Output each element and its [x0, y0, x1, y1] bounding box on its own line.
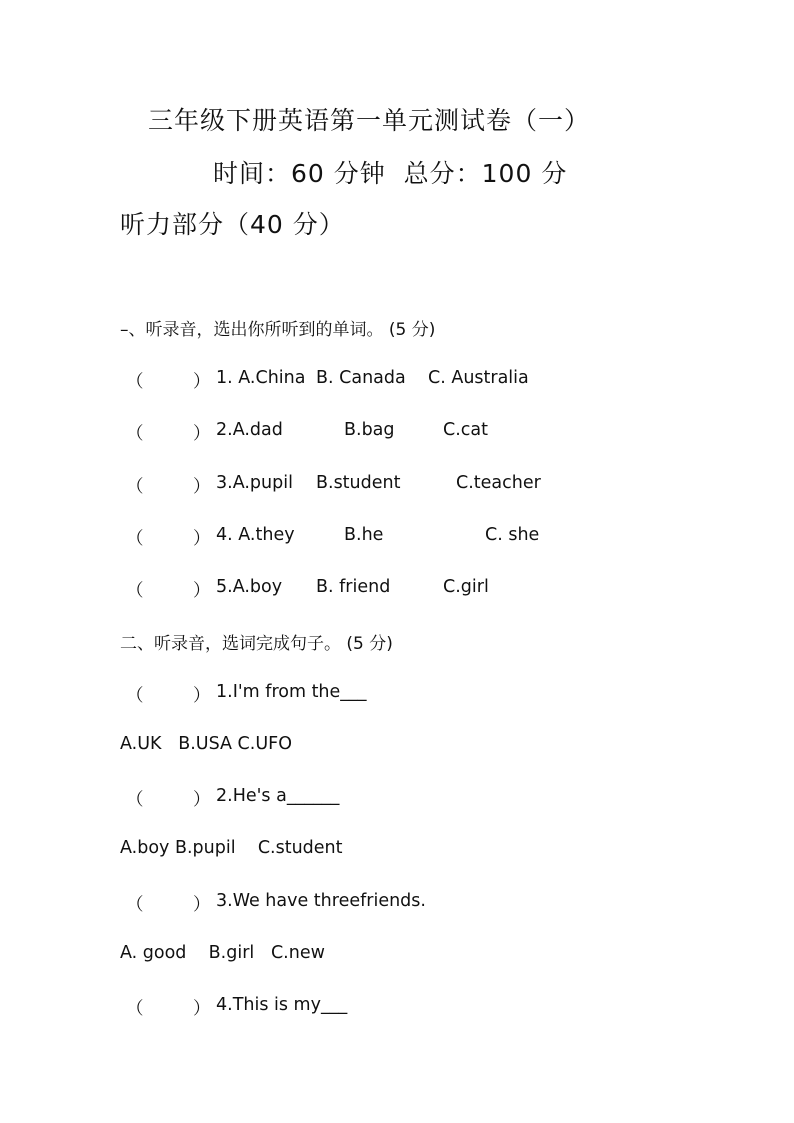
- option-a: 2.A.dad: [216, 420, 283, 440]
- exam-meta: 时间：60 分钟 总分：100 分: [213, 159, 568, 188]
- answer-paren-close: ）: [193, 529, 211, 549]
- document-title: 三年级下册英语第一单元测试卷（一）: [148, 106, 591, 135]
- option-a: 1. A.China: [216, 368, 306, 388]
- option-b: B. friend: [316, 577, 391, 597]
- answer-paren-open: （: [126, 424, 144, 444]
- answer-paren-close: ）: [193, 581, 211, 601]
- option-b: B.he: [344, 525, 384, 545]
- question-text: 2.He's a______: [216, 786, 340, 806]
- answer-paren-close: ）: [193, 895, 211, 915]
- answer-paren-close: ）: [193, 372, 211, 392]
- answer-paren-open: （: [126, 790, 144, 810]
- question-options: A. good B.girl C.new: [120, 943, 325, 963]
- option-a: 4. A.they: [216, 525, 295, 545]
- option-c: C.cat: [443, 420, 488, 440]
- answer-paren-open: （: [126, 686, 144, 706]
- answer-paren-close: ）: [193, 477, 211, 497]
- option-c: C.teacher: [456, 473, 541, 493]
- part-heading: 听力部分（40 分）: [120, 210, 345, 239]
- question-options: A.boy B.pupil C.student: [120, 838, 343, 858]
- answer-paren-open: （: [126, 999, 144, 1019]
- option-a: 5.A.boy: [216, 577, 283, 597]
- answer-paren-close: ）: [193, 686, 211, 706]
- answer-paren-close: ）: [193, 424, 211, 444]
- option-c: C. she: [485, 525, 540, 545]
- option-c: C.girl: [443, 577, 489, 597]
- section-2-heading: 二、听录音，选词完成句子。 (5 分): [120, 634, 393, 654]
- option-c: C. Australia: [428, 368, 529, 388]
- option-b: B. Canada: [316, 368, 406, 388]
- answer-paren-open: （: [126, 477, 144, 497]
- answer-paren-close: ）: [193, 790, 211, 810]
- answer-paren-open: （: [126, 372, 144, 392]
- section-1-heading: –、听录音，选出你所听到的单词。 (5 分): [120, 320, 436, 340]
- answer-paren-open: （: [126, 581, 144, 601]
- answer-paren-close: ）: [193, 999, 211, 1019]
- option-b: B.bag: [344, 420, 395, 440]
- option-b: B.student: [316, 473, 401, 493]
- answer-paren-open: （: [126, 529, 144, 549]
- question-text: 1.I'm from the___: [216, 682, 367, 702]
- question-text: 3.We have threefriends.: [216, 891, 426, 911]
- answer-paren-open: （: [126, 895, 144, 915]
- option-a: 3.A.pupil: [216, 473, 293, 493]
- question-text: 4.This is my___: [216, 995, 348, 1015]
- question-options: A.UK B.USA C.UFO: [120, 734, 292, 754]
